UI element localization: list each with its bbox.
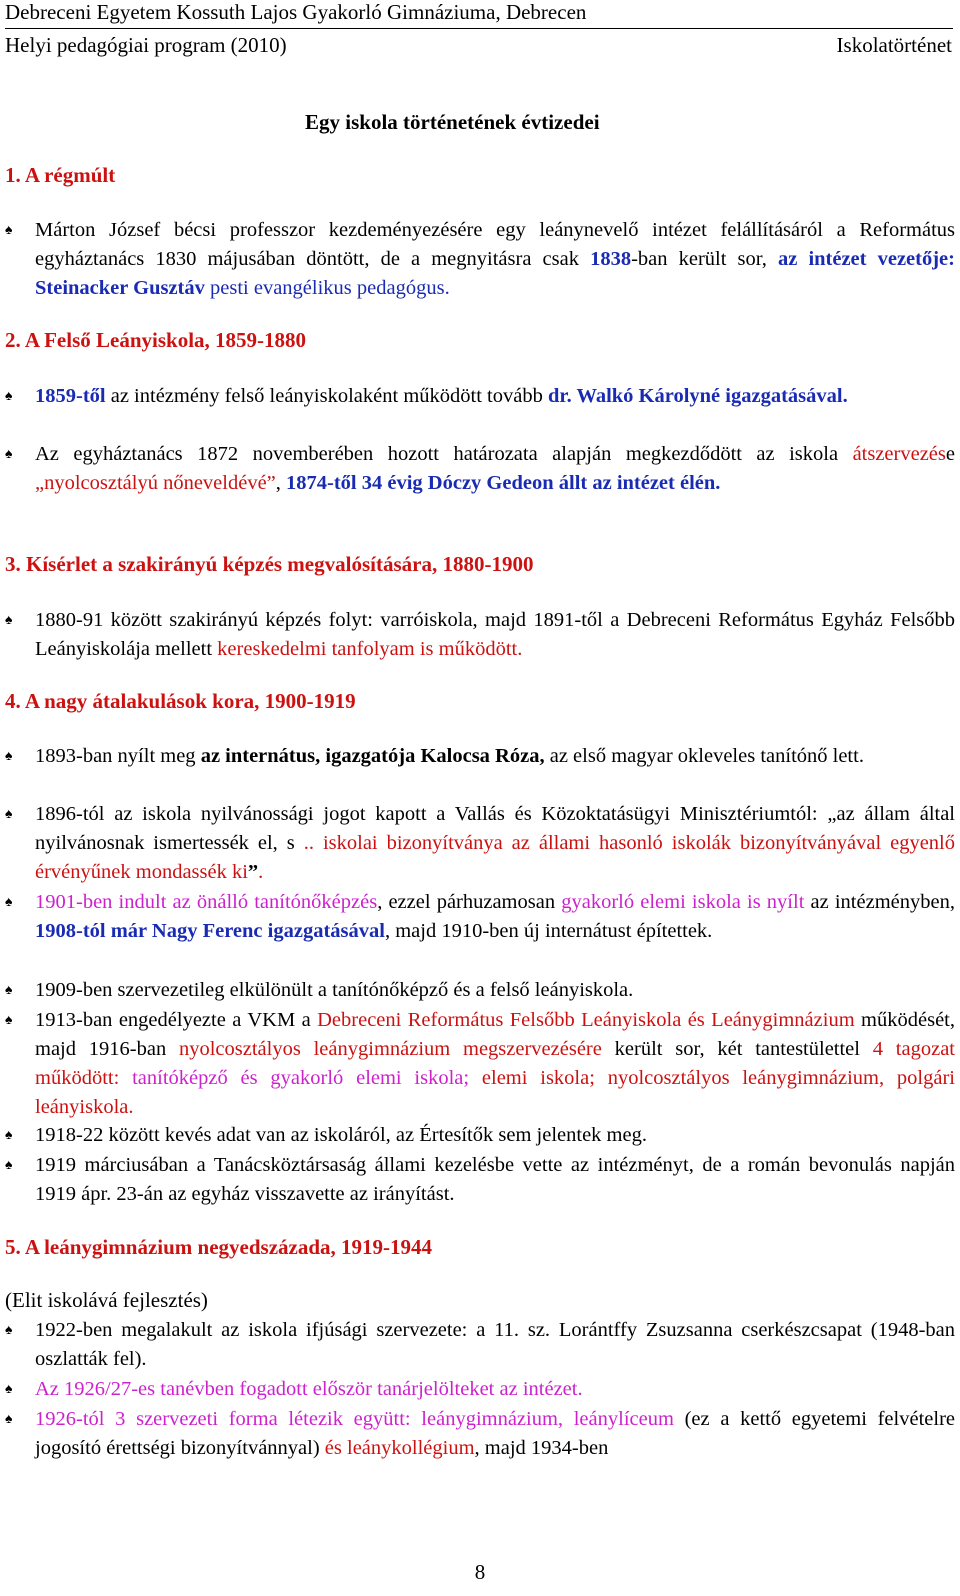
- spade-bullet-icon: ♠: [5, 447, 13, 462]
- paragraph-5: 1893-ban nyílt meg az internátus, igazgatója Kalocsa Róza, az első magyar okleveles tanítónő lett.: [35, 745, 864, 767]
- list-item: [5, 1405, 955, 1463]
- spade-bullet-icon: ♠: [5, 1013, 13, 1028]
- spade-bullet-icon: ♠: [5, 1382, 13, 1397]
- paragraph-1: Márton József bécsi professzor kezdeményezésére egy leánynevelő intézet felállításáról a Református egyháztanács 1830 májusában döntött, de a megnyitásra csak 1838-ban került sor, az intézet vezetője: Steinacker Gusztáv pesti evangélikus pedagógus.: [35, 219, 955, 299]
- list-item: [5, 216, 955, 303]
- paragraph-12: 1922-ben megalakult az iskola ifjúsági szervezete: a 11. sz. Lorántffy Zsuzsanna cserkészcsapat (1948-ban oszlatták fel).: [35, 1319, 955, 1370]
- paragraph-13: Az 1926/27-es tanévben fogadott először tanárjelölteket az intézet.: [35, 1378, 583, 1400]
- spade-bullet-icon: ♠: [5, 613, 13, 628]
- list-item: [5, 1121, 955, 1150]
- list-item: [5, 800, 955, 887]
- spade-bullet-icon: ♠: [5, 1158, 13, 1173]
- list-item: [5, 1151, 955, 1209]
- paragraph-6: 1896-tól az iskola nyilvánossági jogot kapott a Vallás és Közoktatásügyi Minisztériumtól: „az állam által nyilvánosnak ismertessék el, s .. iskolai bizonyítványa az állami hasonló iskolák bizonyítványával egyenlő érvényűnek mondassék ki”.: [35, 803, 955, 883]
- section-1-heading: 1. A régmúlt: [5, 163, 116, 187]
- spade-bullet-icon: ♠: [5, 223, 13, 238]
- header-rule: [5, 28, 953, 29]
- list-item: [5, 1006, 955, 1122]
- spade-bullet-icon: ♠: [5, 749, 13, 764]
- list-item: [5, 382, 955, 411]
- list-item: [5, 1375, 955, 1404]
- page-number: 8: [474, 1560, 486, 1584]
- paragraph-9: 1913-ban engedélyezte a VKM a Debreceni Református Felsőbb Leányiskola és Leánygimnázium működését, majd 1916-ban nyolcosztályos leánygimnázium megszervezésére került sor, két tantestülettel 4 tagozat működött: tanítóképző és gyakorló elemi iskola; elemi iskola; nyolcosztályos leánygimnázium, polgári leányiskola.: [35, 1009, 955, 1118]
- paragraph-4: 1880-91 között szakirányú képzés folyt: varróiskola, majd 1891-től a Debreceni Református Egyház Felsőbb Leányiskolája mellett kereskedelmi tanfolyam is működött.: [35, 609, 955, 660]
- spade-bullet-icon: ♠: [5, 1128, 13, 1143]
- section-5-heading: 5. A leánygimnázium negyedszázada, 1919-1944: [5, 1235, 433, 1259]
- paragraph-8: 1909-ben szervezetileg elkülönült a tanítónőképző és a felső leányiskola.: [35, 979, 634, 1001]
- list-item: [5, 888, 955, 946]
- spade-bullet-icon: ♠: [5, 895, 13, 910]
- list-item: [5, 976, 955, 1005]
- paragraph-7: 1901-ben indult az önálló tanítónőképzés, ezzel párhuzamosan gyakorló elemi iskola is nyílt az intézményben, 1908-tól már Nagy Ferenc igazgatásával, majd 1910-ben új internátust építettek.: [35, 891, 955, 942]
- section-3-heading: 3. Kísérlet a szakirányú képzés megvalósítására, 1880-1900: [5, 552, 534, 576]
- list-item: [5, 606, 955, 664]
- spade-bullet-icon: ♠: [5, 1412, 13, 1427]
- spade-bullet-icon: ♠: [5, 807, 13, 822]
- spade-bullet-icon: ♠: [5, 1323, 13, 1338]
- paragraph-10: 1918-22 között kevés adat van az iskoláról, az Értesítők sem jelentek meg.: [35, 1124, 647, 1146]
- paragraph-14: 1926-tól 3 szervezeti forma létezik együtt: leánygimnázium, leánylíceum (ez a kettő egyetemi felvételre jogosító érettségi bizonyítvánnyal) és leánykollégium, majd 1934-ben: [35, 1408, 955, 1459]
- paragraph-3: Az egyháztanács 1872 novemberében hozott határozata alapján megkezdődött az iskola átszervezése „nyolcosztályú nőneveldévé”, 1874-től 34 évig Dóczy Gedeon állt az intézet élén.: [35, 443, 955, 494]
- list-item: [5, 440, 955, 498]
- paragraph-11: 1919 márciusában a Tanácsköztársaság állami kezelésbe vette az intézményt, de a román bevonulás napján 1919 ápr. 23-án az egyház visszavette az irányítást.: [35, 1154, 955, 1205]
- section-4-heading: 4. A nagy átalakulások kora, 1900-1919: [5, 689, 356, 713]
- spade-bullet-icon: ♠: [5, 983, 13, 998]
- section-2-heading: 2. A Felső Leányiskola, 1859-1880: [5, 328, 307, 352]
- list-item: [5, 742, 955, 771]
- page-title: Egy iskola történetének évtizedei: [305, 110, 600, 134]
- header-line1: Debreceni Egyetem Kossuth Lajos Gyakorló Gimnáziuma, Debrecen: [5, 0, 587, 24]
- spade-bullet-icon: ♠: [5, 389, 13, 404]
- header-line2: Helyi pedagógiai program (2010): [5, 33, 287, 57]
- section-5-subtitle: (Elit iskolává fejlesztés): [5, 1288, 208, 1312]
- paragraph-2: 1859-től az intézmény felső leányiskolaként működött tovább dr. Walkó Károlyné igazgatásával.: [35, 385, 848, 407]
- header-right: Iskolatörténet: [836, 33, 952, 57]
- list-item: [5, 1316, 955, 1374]
